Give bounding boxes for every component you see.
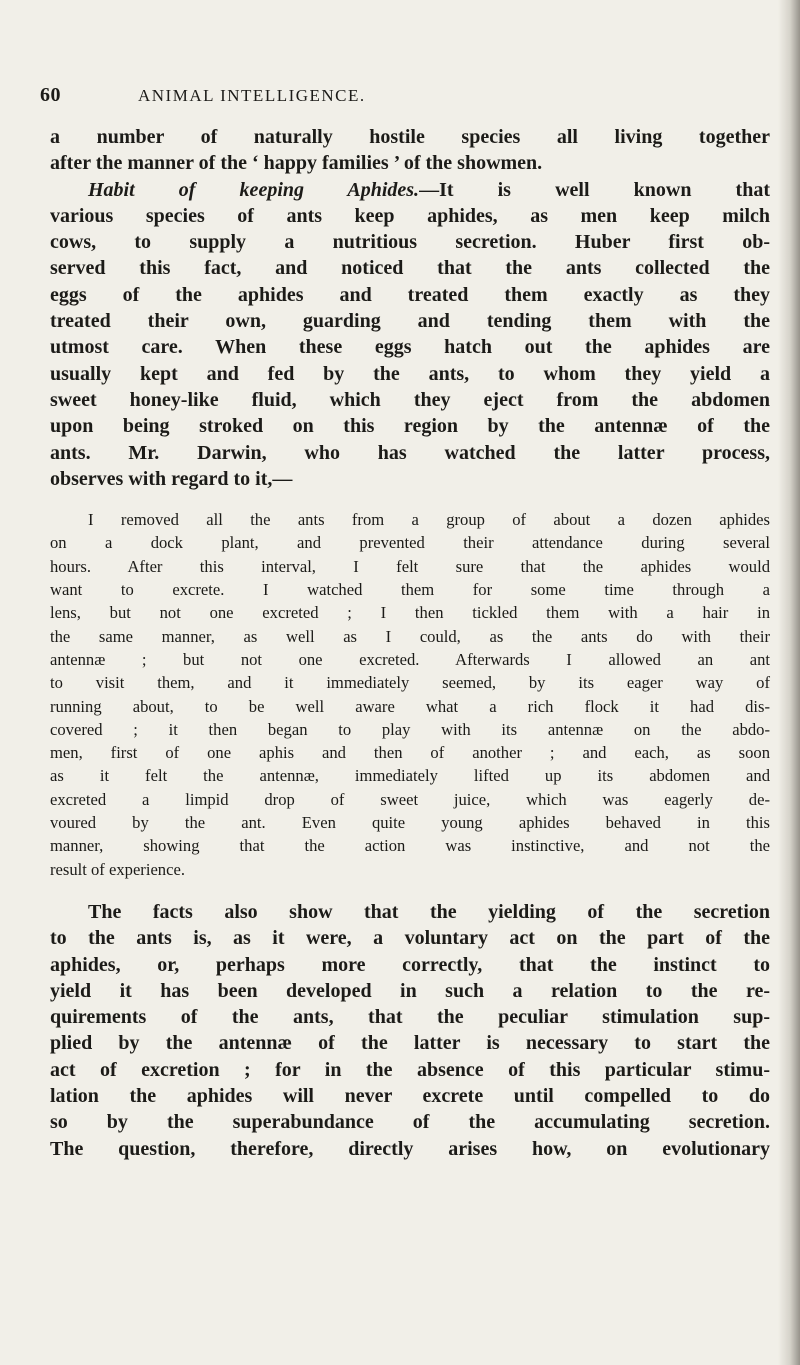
text-line: served this fact, and noticed that the ants collected the	[50, 257, 770, 280]
quote-line: the same manner, as well as I could, as the ants do with their	[50, 626, 770, 646]
text-line: aphides, or, perhaps more correctly, that the instinct to	[50, 953, 770, 976]
quote-line: on a dock plant, and prevented their attendance during several	[50, 533, 770, 553]
text-line: The question, therefore, directly arises how, on evolutionary	[50, 1137, 770, 1160]
text-line: treated their own, guarding and tending them with the	[50, 310, 770, 333]
running-title: ANIMAL INTELLIGENCE.	[138, 86, 366, 105]
text-line	[50, 177, 770, 203]
text-line: plied by the antennæ of the latter is necessary to start the	[50, 1032, 770, 1055]
text-line: ants. Mr. Darwin, who has watched the latter process,	[50, 441, 770, 464]
heading-line-rest: —It is well known that	[419, 178, 770, 201]
text-line: so by the superabundance of the accumulating secretion.	[50, 1111, 770, 1134]
quote-line: excreted a limpid drop of sweet juice, which was eagerly de-	[50, 789, 770, 809]
quote-line: want to excrete. I watched them for some time through a	[50, 580, 770, 600]
text-line: after the manner of the ‘ happy families ’ of the showmen.	[50, 152, 543, 175]
text-line: eggs of the aphides and treated them exactly as they	[50, 283, 770, 306]
section-heading: Habit of keeping Aphides.	[88, 178, 420, 201]
text-line: to the ants is, as it were, a voluntary act on the part of the	[50, 927, 770, 950]
text-line: cows, to supply a nutritious secretion. Huber first ob-	[50, 231, 770, 254]
quote-line: hours. After this interval, I felt sure that the aphides would	[50, 556, 770, 576]
quote-line: to visit them, and it immediately seemed, by its eager way of	[50, 673, 770, 693]
paragraph-habit-of-keeping-aphides	[50, 177, 770, 493]
quote-line: running about, to be well aware what a rich flock it had dis-	[50, 696, 770, 716]
quote-line: antennæ ; but not one excreted. Afterwards I allowed an ant	[50, 649, 770, 669]
text-line: The facts also show that the yielding of the secretion	[88, 900, 770, 923]
text-line: upon being stroked on this region by the antennæ of the	[50, 415, 770, 438]
quote-line: lens, but not one excreted ; I then tickled them with a hair in	[50, 603, 770, 623]
quote-line: men, first of one aphis and then of another ; and each, as soon	[50, 743, 770, 763]
page-edge-shadow	[778, 0, 800, 1365]
text-line: usually kept and fed by the ants, to whom they yield a	[50, 362, 770, 385]
paragraph-secretion-facts	[50, 899, 770, 1162]
quote-line: manner, showing that the action was instinctive, and not the	[50, 836, 770, 856]
text-line: lation the aphides will never excrete until compelled to do	[50, 1084, 770, 1107]
quote-line: I removed all the ants from a group of about a dozen aphides	[88, 510, 770, 530]
text-line: a number of naturally hostile species all living together	[50, 126, 770, 148]
paragraph-continuation	[50, 124, 770, 177]
text-line: quirements of the ants, that the peculiar stimulation sup-	[50, 1006, 770, 1029]
quote-line: voured by the ant. Even quite young aphides behaved in this	[50, 813, 770, 833]
page-body	[50, 124, 770, 1162]
quote-line: covered ; it then began to play with its antennæ on the abdo-	[50, 719, 770, 739]
text-line: observes with regard to it,—	[50, 467, 293, 490]
page-number: 60	[40, 84, 61, 106]
page-header	[40, 84, 770, 114]
quote-line: as it felt the antennæ, immediately lifted up its abdomen and	[50, 766, 770, 786]
block-quotation	[50, 508, 770, 881]
quote-line: result of experience.	[50, 859, 185, 879]
text-line: yield it has been developed in such a relation to the re-	[50, 979, 770, 1002]
text-line: various species of ants keep aphides, as men keep milch	[50, 204, 770, 227]
text-line: utmost care. When these eggs hatch out the aphides are	[50, 336, 770, 359]
text-line: sweet honey-like fluid, which they eject from the abdomen	[50, 388, 770, 411]
text-line: act of excretion ; for in the absence of this particular stimu-	[50, 1058, 770, 1081]
